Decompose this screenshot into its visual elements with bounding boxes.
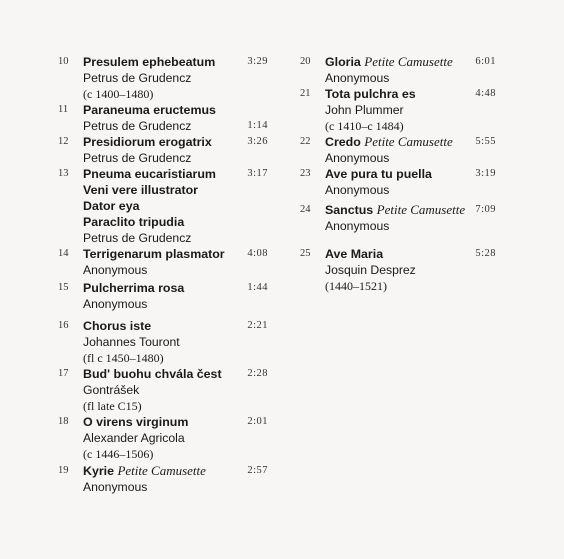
track-duration: 2:01 xyxy=(247,416,268,427)
track-title: Sanctus Petite Camusette xyxy=(325,202,466,217)
composer-name: Petrus de Grudencz xyxy=(83,71,192,85)
track-title: Tota pulchra es xyxy=(325,87,416,101)
track-title: Kyrie Petite Camusette xyxy=(83,463,206,478)
track-number: 22 xyxy=(300,136,311,147)
track-duration: 2:57 xyxy=(247,465,268,476)
track-title-subtitle: Petite Camusette xyxy=(376,202,466,217)
track-item xyxy=(300,54,496,86)
track-title: Bud' buohu chvála čest xyxy=(83,367,222,381)
track-duration: 1:44 xyxy=(247,282,268,293)
composer-name: Josquin Desprez xyxy=(325,263,416,277)
composer-name: Petrus de Grudencz xyxy=(83,231,192,245)
track-item xyxy=(58,280,268,312)
composer-dates: (fl late C15) xyxy=(83,399,142,413)
composer-name: Johannes Touront xyxy=(83,335,180,349)
track-duration: 2:21 xyxy=(247,320,268,331)
composer-name: Anonymous xyxy=(325,151,390,165)
track-title-subtitle: Petite Camusette xyxy=(364,134,453,149)
track-number: 15 xyxy=(58,282,69,293)
track-number: 20 xyxy=(300,56,311,67)
track-title: Terrigenarum plasmator xyxy=(83,247,225,261)
track-title: Ave Maria xyxy=(325,247,384,261)
track-duration: 1:14 xyxy=(247,120,268,131)
track-number: 11 xyxy=(58,104,69,115)
track-duration: 2:28 xyxy=(247,368,268,379)
track-number: 12 xyxy=(58,136,69,147)
track-item xyxy=(58,246,268,278)
track-item xyxy=(58,366,268,414)
track-duration: 3:19 xyxy=(475,168,496,179)
composer-name: Anonymous xyxy=(83,480,148,494)
track-number: 13 xyxy=(58,168,69,179)
track-item xyxy=(58,463,268,495)
track-title: Ave pura tu puella xyxy=(325,167,432,181)
track-number: 16 xyxy=(58,320,69,331)
track-duration: 5:55 xyxy=(475,136,496,147)
track-number: 24 xyxy=(300,204,311,215)
track-item xyxy=(58,318,268,366)
composer-dates: (fl c 1450–1480) xyxy=(83,351,164,365)
composer-name: John Plummer xyxy=(325,103,404,117)
track-title: Pulcherrima rosa xyxy=(83,281,185,295)
track-duration: 3:26 xyxy=(247,136,268,147)
composer-dates: (c 1446–1506) xyxy=(83,447,154,461)
composer-name: Anonymous xyxy=(83,263,148,277)
track-title: Veni vere illustrator xyxy=(83,183,199,197)
track-title: Gloria Petite Camusette xyxy=(325,54,453,69)
track-number: 18 xyxy=(58,416,69,427)
track-title: Presidiorum erogatrix xyxy=(83,135,212,149)
track-duration: 3:17 xyxy=(247,168,268,179)
track-number: 14 xyxy=(58,248,69,259)
track-item xyxy=(58,414,268,462)
track-item xyxy=(300,166,496,198)
track-number: 17 xyxy=(58,368,69,379)
track-title: Presulem ephebeatum xyxy=(83,55,216,69)
composer-name: Gontrášek xyxy=(83,383,140,397)
track-number: 19 xyxy=(58,465,69,476)
composer-dates: (c 1400–1480) xyxy=(83,87,154,101)
composer-dates: (1440–1521) xyxy=(325,279,387,293)
track-item xyxy=(58,166,268,246)
track-title: Paraclito tripudia xyxy=(83,215,185,229)
track-duration: 4:08 xyxy=(247,248,268,259)
composer-name: Petrus de Grudencz xyxy=(83,119,192,133)
track-title: Chorus iste xyxy=(83,319,152,333)
composer-name: Anonymous xyxy=(83,297,148,311)
track-duration: 3:29 xyxy=(247,56,268,67)
track-title: O virens virginum xyxy=(83,415,189,429)
composer-name: Alexander Agricola xyxy=(83,431,185,445)
track-title-subtitle: Petite Camusette xyxy=(117,463,206,478)
composer-name: Anonymous xyxy=(325,183,390,197)
track-duration: 7:09 xyxy=(475,204,496,215)
track-number: 21 xyxy=(300,88,311,99)
composer-name: Petrus de Grudencz xyxy=(83,151,192,165)
composer-name: Anonymous xyxy=(325,219,390,233)
track-item xyxy=(58,134,268,166)
track-duration: 6:01 xyxy=(475,56,496,67)
track-number: 10 xyxy=(58,56,69,67)
track-item xyxy=(300,202,496,234)
track-title: Paraneuma eructemus xyxy=(83,103,216,117)
track-duration: 4:48 xyxy=(475,88,496,99)
track-title: Dator eya xyxy=(83,199,140,213)
track-item xyxy=(58,54,268,102)
track-item xyxy=(300,134,496,166)
track-item xyxy=(300,246,496,294)
track-number: 23 xyxy=(300,168,311,179)
track-title: Credo Petite Camusette xyxy=(325,134,453,149)
composer-dates: (c 1410–c 1484) xyxy=(325,119,404,133)
composer-name: Anonymous xyxy=(325,71,390,85)
track-item xyxy=(58,102,268,134)
track-number: 25 xyxy=(300,248,311,259)
track-title: Pneuma eucaristiarum xyxy=(83,167,216,181)
track-title-subtitle: Petite Camusette xyxy=(364,54,453,69)
track-duration: 5:28 xyxy=(475,248,496,259)
track-item xyxy=(300,86,496,134)
